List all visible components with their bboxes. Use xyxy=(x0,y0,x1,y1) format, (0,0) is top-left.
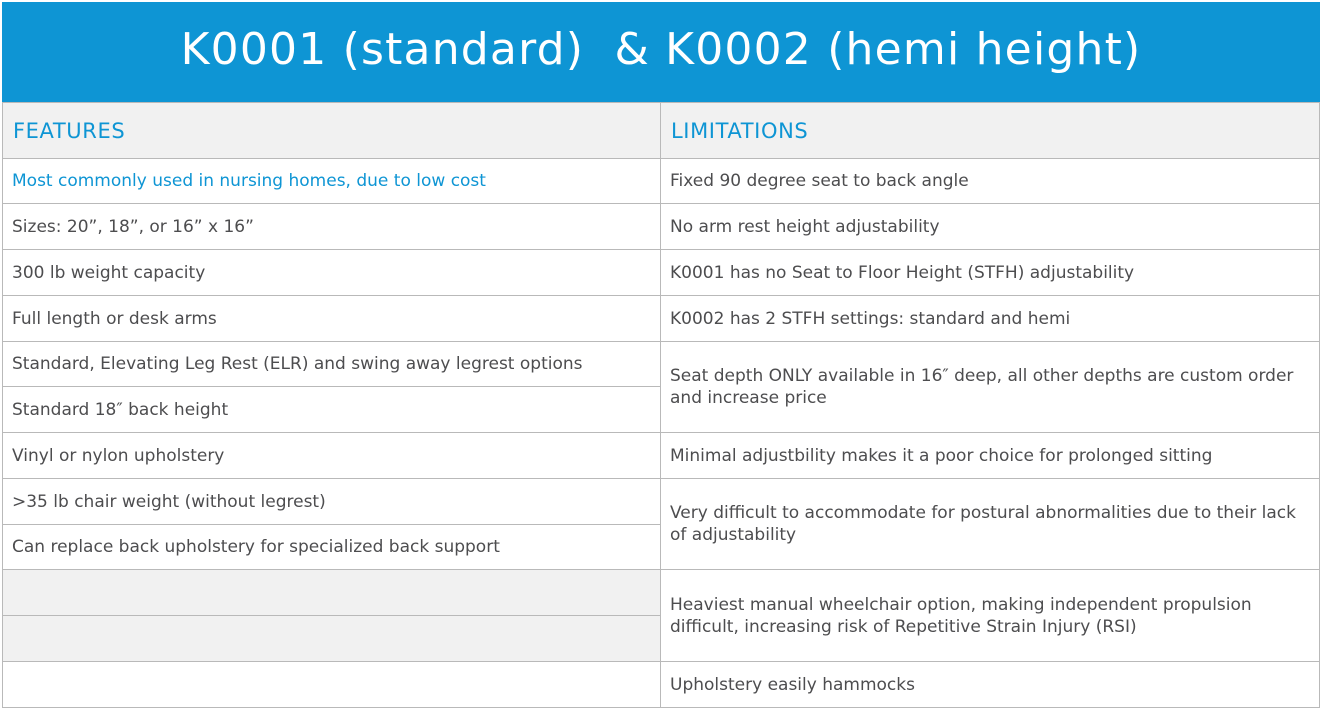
feature-cell-empty xyxy=(3,570,660,615)
feature-cell: Most commonly used in nursing homes, due to low cost xyxy=(3,159,660,203)
feature-cell: >35 lb chair weight (without legrest) xyxy=(3,479,660,524)
limitation-cell: Fixed 90 degree seat to back angle xyxy=(661,159,1319,203)
limitation-cell: K0001 has no Seat to Floor Height (STFH) adjustability xyxy=(661,250,1319,295)
limitation-cell: No arm rest height adjustability xyxy=(661,204,1319,249)
feature-cell-empty xyxy=(3,616,660,661)
limitation-cell: Upholstery easily hammocks xyxy=(661,662,1319,707)
feature-cell: 300 lb weight capacity xyxy=(3,250,660,295)
limitation-cell: K0002 has 2 STFH settings: standard and hemi xyxy=(661,296,1319,341)
title-banner xyxy=(2,2,1320,102)
feature-cell: Full length or desk arms xyxy=(3,296,660,341)
feature-cell: Standard 18″ back height xyxy=(3,387,660,432)
limitation-cell: Minimal adjustbility makes it a poor choice for prolonged sitting xyxy=(661,433,1319,478)
feature-cell: Vinyl or nylon upholstery xyxy=(3,433,660,478)
feature-cell-blank xyxy=(3,662,660,707)
feature-cell: Standard, Elevating Leg Rest (ELR) and swing away legrest options xyxy=(3,342,660,386)
limitations-header: LIMITATIONS xyxy=(661,103,1319,158)
limitation-cell: Very difficult to accommodate for postural abnormalities due to their lack of adjustability xyxy=(661,479,1319,569)
page-title: K0001 (standard) & K0002 (hemi height) xyxy=(180,23,1142,75)
limitation-cell: Heaviest manual wheelchair option, making independent propulsion difficult, increasing risk of Repetitive Strain Injury (RSI) xyxy=(661,570,1319,661)
feature-cell: Can replace back upholstery for specialized back support xyxy=(3,525,660,569)
features-header: FEATURES xyxy=(3,103,660,158)
feature-cell: Sizes: 20”, 18”, or 16” x 16” xyxy=(3,204,660,249)
limitation-cell: Seat depth ONLY available in 16″ deep, all other depths are custom order and increase price xyxy=(661,342,1319,432)
